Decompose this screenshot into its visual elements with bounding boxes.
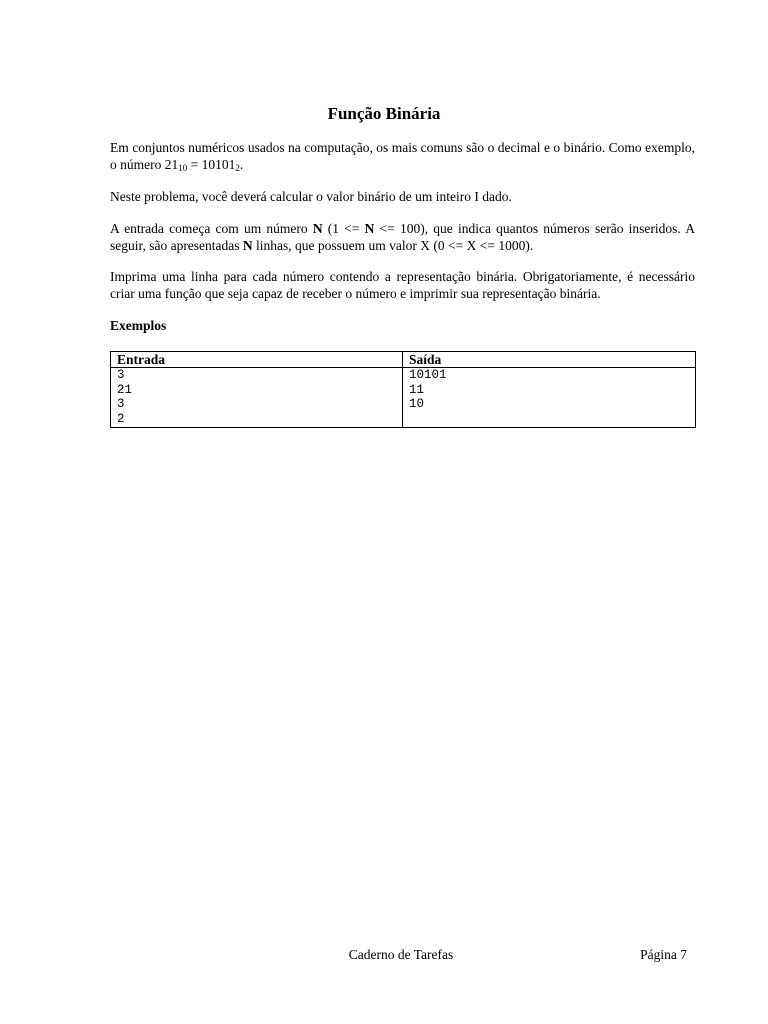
column-header-entrada: Entrada <box>111 352 403 368</box>
input-line: 2 <box>117 411 125 426</box>
output-line: 10101 <box>409 368 447 382</box>
output-line: 10 <box>409 397 425 412</box>
paragraph-intro-text: Em conjuntos numéricos usados na computação, os mais comuns são o decimal e o binário. Como exemplo, o número 21 <box>110 140 695 172</box>
paragraph-intro-end: . <box>239 156 244 172</box>
subscript-base-10: 10 <box>178 162 188 173</box>
paragraph-problem: Neste problema, você deverá calcular o valor binário de um inteiro I dado. <box>110 189 512 204</box>
var-n-1: N <box>312 221 323 236</box>
footer-title: Caderno de Tarefas <box>348 947 454 962</box>
paragraph-intro <box>110 140 695 173</box>
paragraph-input-text-3: <= 100), que indica quantos números serão inseridos. A seguir, são apresentadas <box>110 221 695 253</box>
paragraph-input <box>110 221 695 254</box>
examples-heading: Exemplos <box>110 318 167 333</box>
paragraph-input-text-2: (1 <= <box>322 221 365 236</box>
var-n-2: N <box>364 221 375 236</box>
examples-row <box>111 368 696 428</box>
page-title: Função Binária <box>327 104 441 123</box>
paragraph-input-text-1: A entrada começa com um número <box>110 221 313 236</box>
input-cell <box>111 368 403 428</box>
examples-header-row <box>111 352 696 368</box>
input-line: 3 <box>117 397 125 412</box>
input-line: 3 <box>117 368 125 382</box>
paragraph-input-text-4: linhas, que possuem um valor X (0 <= X <= 1000). <box>252 237 534 253</box>
input-line: 21 <box>117 382 133 397</box>
subscript-base-2: 2 <box>235 162 240 173</box>
output-line: 11 <box>409 382 425 397</box>
output-cell <box>403 368 696 428</box>
examples-table <box>110 351 696 428</box>
var-n-3: N <box>242 237 253 253</box>
footer-page-number: Página 7 <box>640 947 687 962</box>
paragraph-output: Imprima uma linha para cada número contendo a representação binária. Obrigatoriamente, é necessário criar uma função que seja capaz de receber o número e imprimir sua representação binária. <box>110 269 695 301</box>
column-header-saida: Saída <box>403 352 696 368</box>
paragraph-intro-equals: = 10101 <box>187 156 236 172</box>
